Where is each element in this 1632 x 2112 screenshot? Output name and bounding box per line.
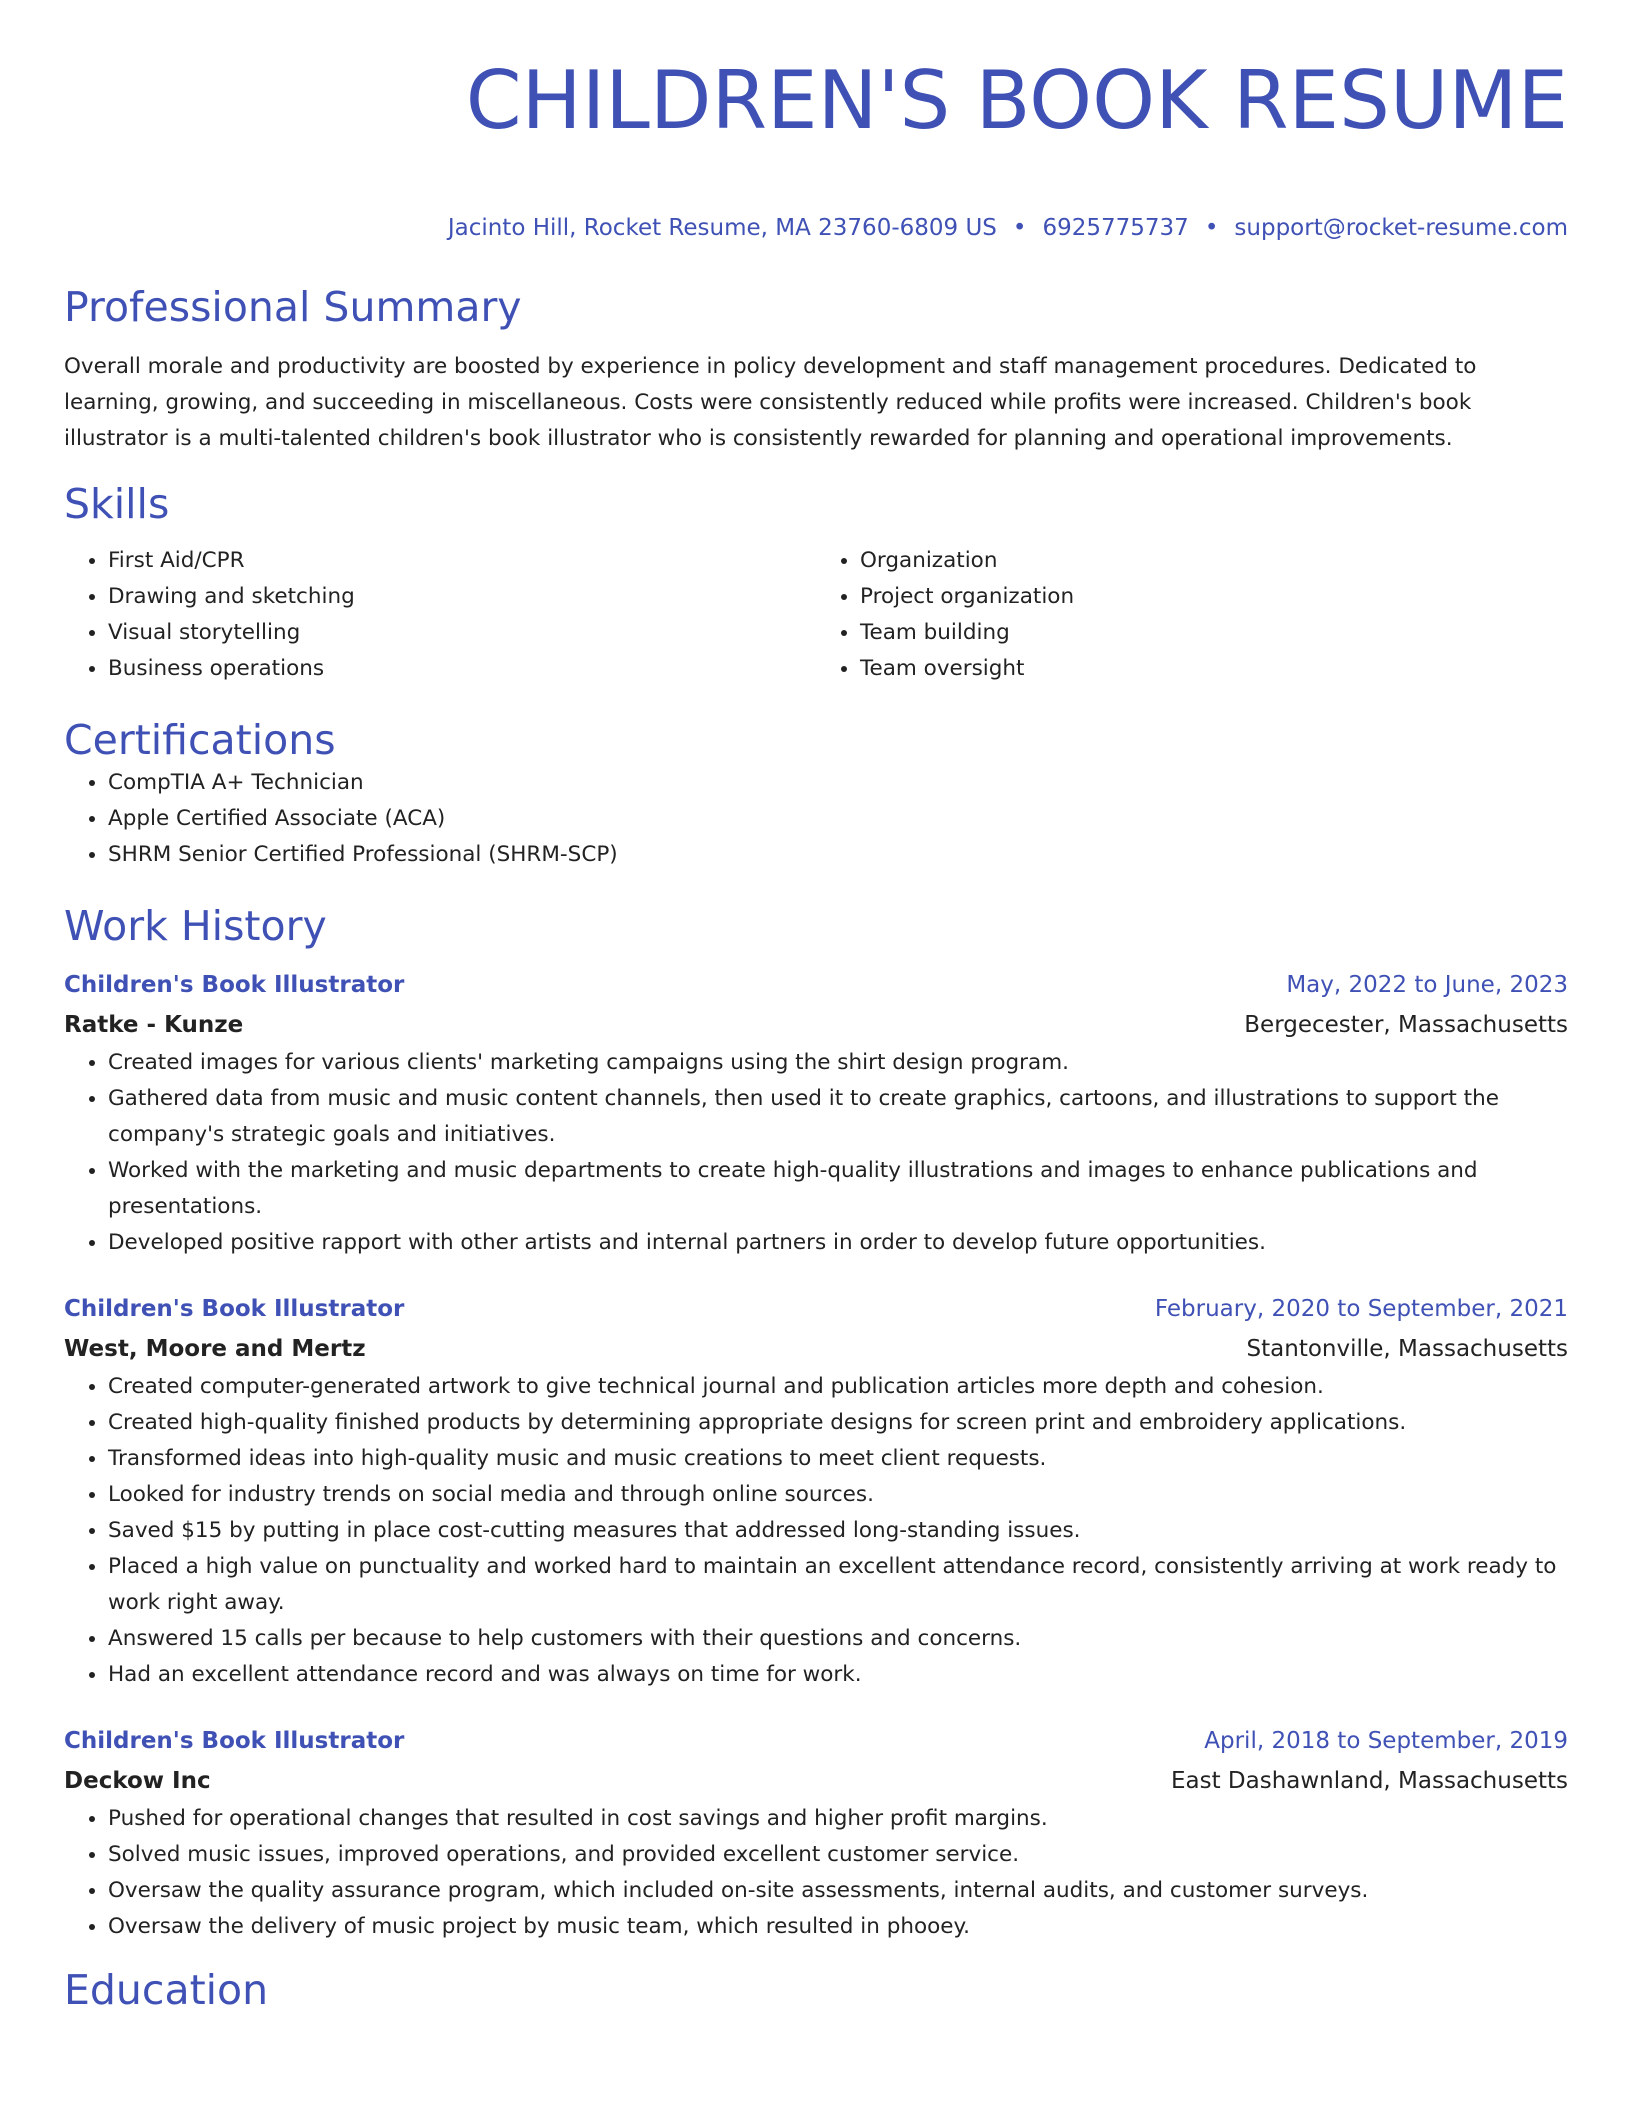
job-bullet: • Oversaw the delivery of music project by music team, which resulted in phooey. xyxy=(108,1909,1568,1945)
contact-email[interactable]: support@rocket-resume.com xyxy=(1234,215,1568,241)
skills-column-right xyxy=(816,543,1568,687)
job-company: Deckow Inc xyxy=(64,1768,211,1794)
job-bullet: • Looked for industry trends on social media and through online sources. xyxy=(108,1477,1568,1513)
job-bullet: • Oversaw the quality assurance program, which included on-site assessments, internal audits, and customer surveys. xyxy=(108,1873,1568,1909)
contact-line xyxy=(64,212,1568,244)
job-entry xyxy=(64,1289,1568,1693)
job-bullets xyxy=(64,1369,1568,1693)
job-entry xyxy=(64,965,1568,1261)
work-history-heading: Work History xyxy=(64,902,327,950)
skills-column-left xyxy=(64,543,816,687)
certifications-list xyxy=(64,765,1568,873)
skill-item: • First Aid/CPR xyxy=(108,543,816,579)
job-bullet: • Solved music issues, improved operations, and provided excellent customer service. xyxy=(108,1837,1568,1873)
skill-item: • Project organization xyxy=(860,579,1568,615)
summary-text: Overall morale and productivity are boosted by experience in policy development and staff management procedures. Dedicated to learning, growing, and succeeding in miscellaneous. Costs were consistently reduced while profits were increased. Children's book illustrator is a multi-talented children's book illustrator who is consistently rewarded for planning and operational improvements. xyxy=(64,354,1477,451)
skill-item: • Organization xyxy=(860,543,1568,579)
job-bullet: • Saved $15 by putting in place cost-cutting measures that addressed long-standing issues. xyxy=(108,1513,1568,1549)
job-title: Children's Book Illustrator xyxy=(64,1728,405,1754)
contact-phone: 6925775737 xyxy=(1042,215,1189,241)
contact-address: Jacinto Hill, Rocket Resume, MA 23760-6809 US xyxy=(447,215,997,241)
skill-item: • Business operations xyxy=(108,651,816,687)
skills-heading: Skills xyxy=(64,480,170,528)
job-bullet: • Pushed for operational changes that resulted in cost savings and higher profit margins. xyxy=(108,1801,1568,1837)
job-header-row xyxy=(64,965,1568,1005)
skill-item: • Team oversight xyxy=(860,651,1568,687)
job-bullet: • Gathered data from music and music content channels, then used it to create graphics, cartoons, and illustrations to support the company's strategic goals and initiatives. xyxy=(108,1081,1568,1153)
job-bullet: • Answered 15 calls per because to help customers with their questions and concerns. xyxy=(108,1621,1568,1657)
job-company-row xyxy=(64,1005,1568,1045)
job-bullet: • Created computer-generated artwork to give technical journal and publication articles more depth and cohesion. xyxy=(108,1369,1568,1405)
skills-grid xyxy=(64,543,1568,687)
job-bullets xyxy=(64,1045,1568,1261)
certification-item: • Apple Certified Associate (ACA) xyxy=(108,801,1568,837)
certification-item: • SHRM Senior Certified Professional (SHRM-SCP) xyxy=(108,837,1568,873)
certification-item: • CompTIA A+ Technician xyxy=(108,765,1568,801)
job-company: Ratke - Kunze xyxy=(64,1012,244,1038)
job-company: West, Moore and Mertz xyxy=(64,1336,366,1362)
job-bullet: • Had an excellent attendance record and was always on time for work. xyxy=(108,1657,1568,1693)
job-location: Bergecester, Massachusetts xyxy=(1244,1012,1568,1038)
job-company-row xyxy=(64,1329,1568,1369)
job-bullet: • Placed a high value on punctuality and worked hard to maintain an excellent attendance record, consistently arriving at work ready to work right away. xyxy=(108,1549,1568,1621)
skills-list-left xyxy=(64,543,816,687)
resume-title: CHILDREN'S BOOK RESUME xyxy=(465,54,1568,147)
job-title: Children's Book Illustrator xyxy=(64,1296,405,1322)
job-bullet: • Developed positive rapport with other artists and internal partners in order to develop future opportunities. xyxy=(108,1225,1568,1261)
education-heading: Education xyxy=(64,1966,269,2014)
skill-item: • Drawing and sketching xyxy=(108,579,816,615)
skills-list-right xyxy=(816,543,1568,687)
certifications-heading: Certifications xyxy=(64,716,336,764)
job-title: Children's Book Illustrator xyxy=(64,972,405,998)
job-dates: April, 2018 to September, 2019 xyxy=(1204,1728,1568,1754)
job-bullet: • Created high-quality finished products by determining appropriate designs for screen print and embroidery applications. xyxy=(108,1405,1568,1441)
job-header-row xyxy=(64,1289,1568,1329)
job-bullet: • Created images for various clients' marketing campaigns using the shirt design program. xyxy=(108,1045,1568,1081)
summary-heading: Professional Summary xyxy=(64,283,522,331)
job-bullet: • Transformed ideas into high-quality music and music creations to meet client requests. xyxy=(108,1441,1568,1477)
job-entry xyxy=(64,1721,1568,1945)
job-company-row xyxy=(64,1761,1568,1801)
contact-separator: • xyxy=(1204,215,1219,241)
job-bullets xyxy=(64,1801,1568,1945)
job-location: East Dashawnland, Massachusetts xyxy=(1170,1768,1568,1794)
job-header-row xyxy=(64,1721,1568,1761)
job-location: Stantonville, Massachusetts xyxy=(1246,1336,1568,1362)
contact-separator: • xyxy=(1012,215,1027,241)
job-dates: May, 2022 to June, 2023 xyxy=(1286,972,1568,998)
job-bullet: • Worked with the marketing and music departments to create high-quality illustrations and images to enhance publications and presentations. xyxy=(108,1153,1568,1225)
skill-item: • Visual storytelling xyxy=(108,615,816,651)
skill-item: • Team building xyxy=(860,615,1568,651)
job-dates: February, 2020 to September, 2021 xyxy=(1154,1296,1568,1322)
